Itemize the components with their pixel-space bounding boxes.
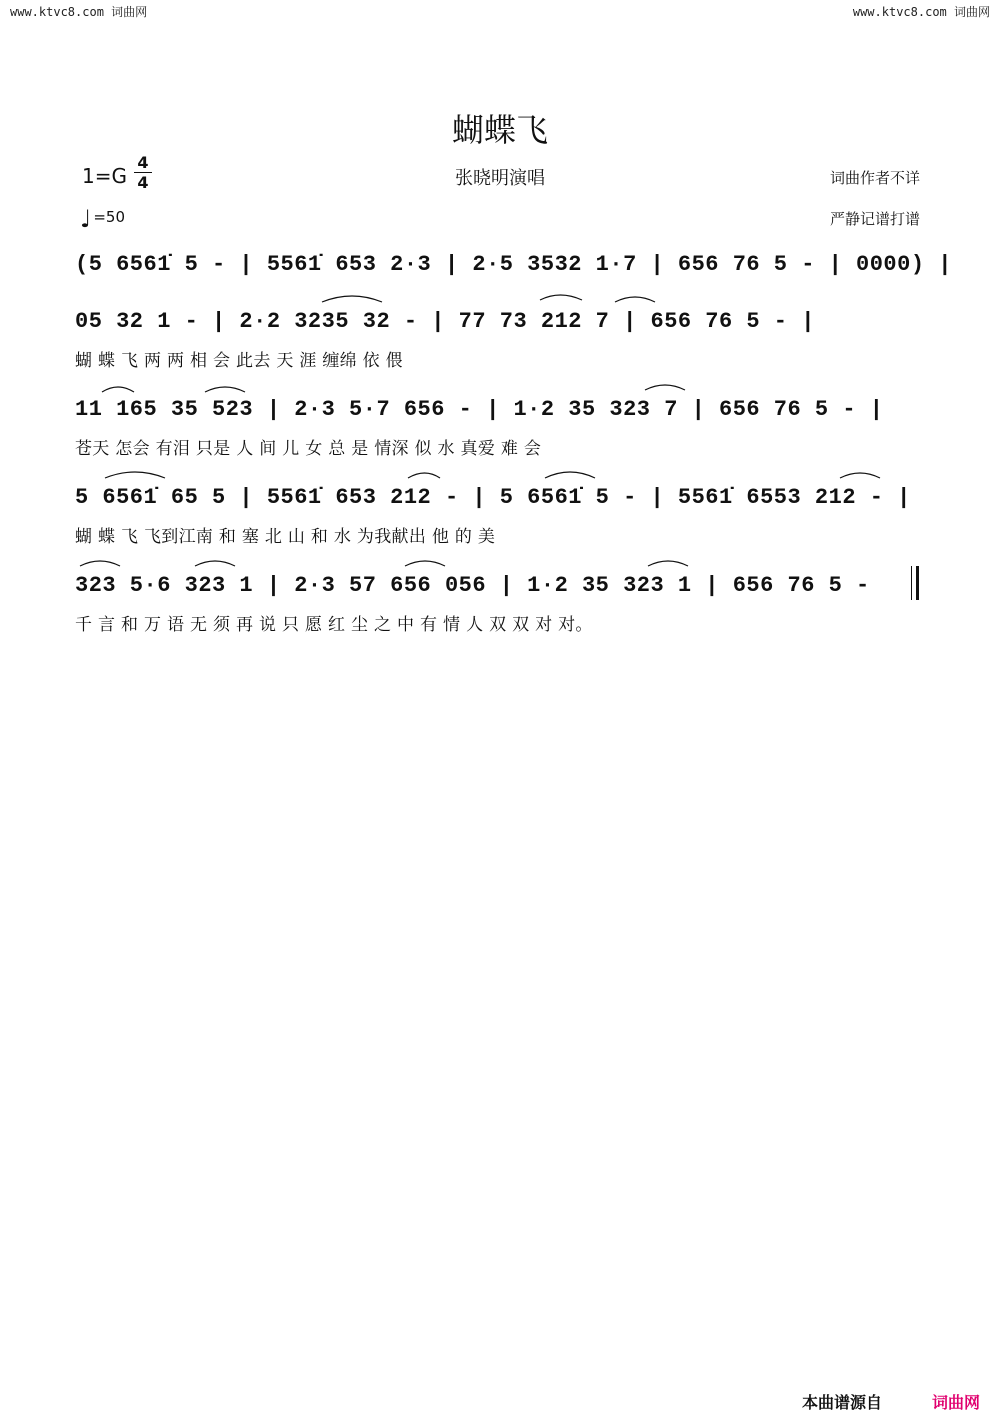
lyrics-line-4: 蝴 蝶 飞 飞到江南 和 塞 北 山 和 水 为我献出 他 的 美 bbox=[75, 527, 496, 547]
watermark-left: www.ktvc8.com 词曲网 bbox=[10, 5, 148, 19]
composer-credit: 词曲作者不详 bbox=[829, 169, 920, 187]
slur-mark bbox=[195, 561, 235, 566]
slur-decorations bbox=[0, 0, 1000, 700]
lyrics-line-5: 千 言 和 万 语 无 须 再 说 只 愿 红 尘 之 中 有 情 人 双 双 对 对。 bbox=[75, 615, 593, 635]
lyrics-line-3: 苍天 怎会 有泪 只是 人 间 儿 女 总 是 情深 似 水 真爱 难 会 bbox=[75, 439, 542, 459]
slur-mark bbox=[80, 561, 120, 566]
slur-mark bbox=[105, 472, 165, 478]
song-title: 蝴蝶飞 bbox=[451, 111, 548, 149]
meter-top: 4 bbox=[137, 153, 149, 172]
score-line-3: 11 165 35 523 | 2·3 5·7 656 - | 1·2 35 323 7 | 656 76 5 - | bbox=[75, 397, 884, 422]
lyrics-line-2: 蝴 蝶 飞 两 两 相 会 此去 天 涯 缠绵 依 偎 bbox=[75, 351, 403, 371]
slur-mark bbox=[102, 387, 134, 392]
key-signature: 1=G bbox=[82, 164, 127, 188]
slur-mark bbox=[545, 472, 595, 478]
slur-mark bbox=[322, 296, 382, 302]
score-line-1: (5 6561̇ 5 - | 5561̇ 653 2·3 | 2·5 3532 1·7 | 656 76 5 - | 0000) | bbox=[75, 252, 952, 277]
score-line-5: 323 5·6 323 1 | 2·3 57 656 056 | 1·2 35 323 1 | 656 76 5 - bbox=[75, 573, 870, 598]
slur-mark bbox=[408, 473, 440, 478]
score-line-4: 5 6561̇ 65 5 | 5561̇ 653 212 - | 5 6561̇ 5 - | 5561̇ 6553 212 - | bbox=[75, 485, 911, 510]
quarter-note-icon: ♩ bbox=[80, 205, 92, 233]
footer-source-label: 本曲谱源自 bbox=[801, 1393, 882, 1412]
slur-mark bbox=[645, 385, 685, 390]
singer-credit: 张晓明演唱 bbox=[455, 168, 545, 189]
tempo-value: =50 bbox=[93, 208, 125, 226]
slur-mark bbox=[615, 297, 655, 302]
slur-mark bbox=[540, 295, 582, 300]
score-line-2: 05 32 1 - | 2·2 3235 32 - | 77 73 212 7 | 656 76 5 - | bbox=[75, 309, 815, 334]
transcriber-credit: 严静记谱打谱 bbox=[829, 210, 920, 228]
meter-bottom: 4 bbox=[137, 173, 149, 192]
slur-mark bbox=[405, 561, 445, 566]
slur-mark bbox=[840, 473, 880, 478]
slur-mark bbox=[205, 387, 245, 392]
watermark-right: www.ktvc8.com 词曲网 bbox=[852, 5, 990, 19]
slur-mark bbox=[648, 561, 688, 566]
footer-site-logo[interactable]: 词曲网 bbox=[931, 1393, 980, 1412]
